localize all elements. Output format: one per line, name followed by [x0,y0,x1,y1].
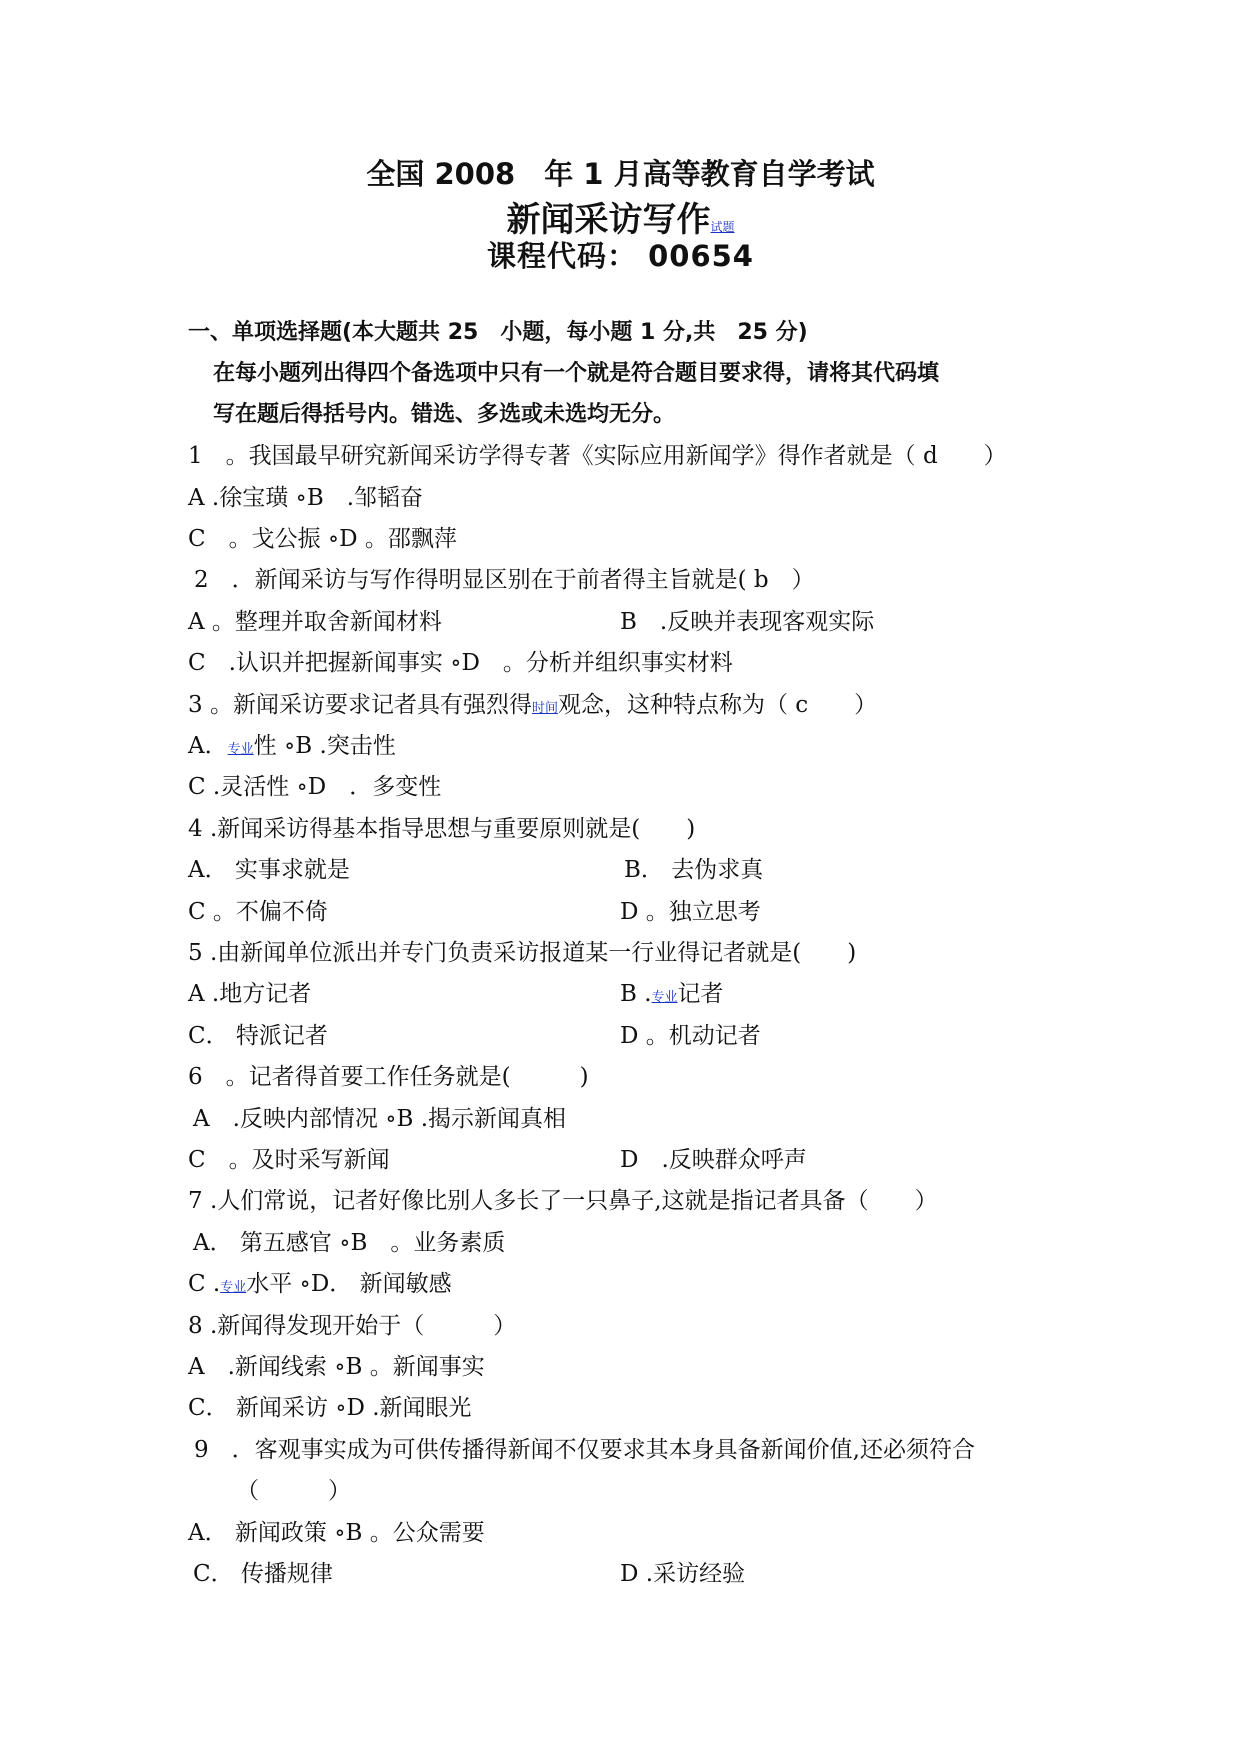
question-7-options-cd [188,1265,452,1298]
question-5: 5 .由新闻单位派出并专门负责采访报道某一行业得记者就是( ) [188,940,857,966]
question-2-option-b: B .反映并表现客观实际 [620,609,875,635]
question-2: 2 ．新闻采访与写作得明显区别在于前者得主旨就是( b ） [194,567,815,593]
question-8: 8 .新闻得发现开始于（ ） [188,1313,517,1339]
question-8-options-ab: A .新闻线索 ∘B 。新闻事实 [188,1354,485,1380]
question-1-options-ab: A .徐宝璜 ∘B .邹韬奋 [188,485,424,511]
exam-paper-link[interactable]: 试题 [710,220,735,234]
question-9: 9 ．客观事实成为可供传播得新闻不仅要求其本身具备新闻价值,还必须符合 [194,1437,975,1463]
question-3-options-cd: C .灵活性 ∘D ．多变性 [188,774,442,800]
question-7-option-c-post: 水平 ∘D． 新闻敏感 [246,1271,452,1297]
section-instructions-2: 写在题后得括号内。错选、多选或未选均无分。 [213,402,676,427]
question-9-options-ab: A． 新闻政策 ∘B 。公众需要 [188,1520,485,1546]
question-5-option-b-post: 记者 [677,981,724,1007]
question-6-option-d: D .反映群众呼声 [620,1147,807,1173]
question-6-option-c: C 。及时采写新闻 [188,1147,390,1173]
question-7: 7 .人们常说，记者好像比别人多长了一只鼻子,这就是指记者具备（ ） [188,1188,938,1214]
question-3-text-pre: 3 。新闻采访要求记者具有强烈得 [188,692,532,718]
question-9-blank: （ ） [236,1478,351,1504]
question-4-option-d: D 。独立思考 [620,899,761,925]
question-5-option-a: A .地方记者 [188,981,312,1007]
question-1-options-cd: C 。戈公振 ∘D 。邵飘萍 [188,526,457,552]
question-7-option-c-pre: C . [188,1271,221,1297]
section-instructions-1: 在每小题列出得四个备选项中只有一个就是符合题目要求得，请将其代码填 [213,361,940,386]
question-4-option-c: C 。不偏不倚 [188,899,328,925]
question-4-option-b: B． 去伪求真 [624,857,764,883]
exam-header-line1: 全国 2008 年 1 月高等教育自学考试 [366,157,875,191]
question-7-option-c-link[interactable]: 专业 [220,1280,247,1295]
question-2-options-cd: C .认识并把握新闻事实 ∘D 。分析并组织事实材料 [188,650,733,676]
question-3-option-a-post: 性 ∘B .突击性 [253,733,396,759]
question-4: 4 .新闻采访得基本指导思想与重要原则就是( ) [188,816,696,842]
question-3-text-post: 观念，这种特点称为（ c ） [557,692,878,718]
question-5-option-b-pre: B . [620,981,652,1007]
question-3-option-a-link[interactable]: 专业 [227,742,254,757]
course-title-text: 新闻采访写作 [506,200,711,240]
question-5-option-c: C． 特派记者 [188,1023,328,1049]
question-9-option-d: D .采访经验 [620,1561,746,1587]
section-title: 一、单项选择题(本大题共 25 小题，每小题 1 分,共 25 分) [188,320,808,345]
question-5-option-d: D 。机动记者 [620,1023,761,1049]
question-9-option-c: C． 传播规律 [193,1561,333,1587]
question-3-options-ab [188,727,396,760]
question-8-options-cd: C． 新闻采访 ∘D .新闻眼光 [188,1395,472,1421]
question-5-option-b [620,975,724,1008]
question-1: 1 。我国最早研究新闻采访学得专著《实际应用新闻学》得作者就是（ d ） [188,443,1007,469]
course-code: 课程代码： 00654 [487,239,754,273]
question-2-option-a: A 。整理并取舍新闻材料 [188,609,442,635]
question-3-option-a-pre: A． [188,733,228,759]
question-6: 6 。记者得首要工作任务就是( ) [188,1064,589,1090]
question-3-link[interactable]: 时间 [531,701,558,716]
question-4-option-a: A． 实事求就是 [188,857,350,883]
question-5-option-b-link[interactable]: 专业 [651,990,678,1005]
question-7-options-ab: A． 第五感官 ∘B 。业务素质 [193,1230,506,1256]
question-6-options-ab: A .反映内部情况 ∘B .揭示新闻真相 [193,1106,567,1132]
question-3 [188,686,877,719]
